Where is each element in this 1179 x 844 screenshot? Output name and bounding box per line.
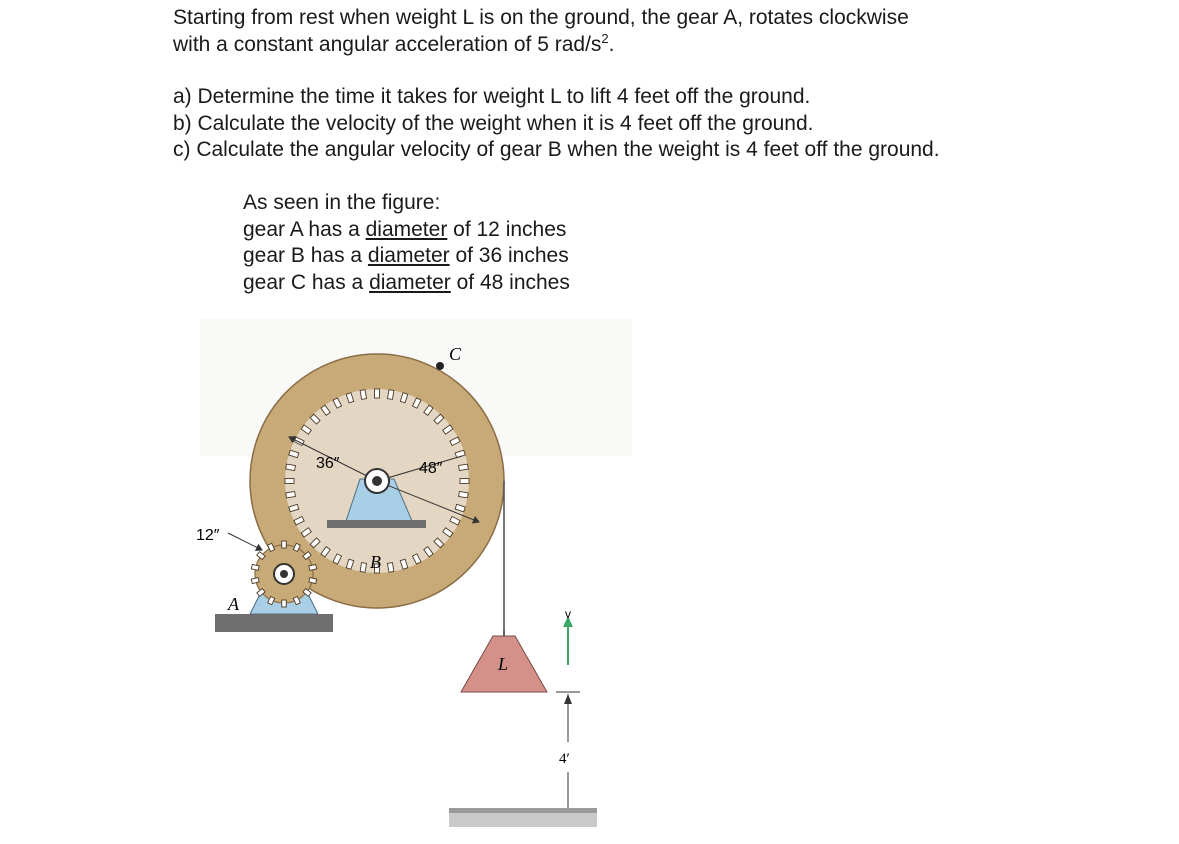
label-a: A: [228, 594, 239, 614]
gear-tooth: [309, 564, 317, 570]
gear-tooth: [282, 541, 287, 548]
label-dim-36: 36″: [316, 455, 340, 472]
gear-tooth: [388, 563, 394, 573]
diameter-link-c[interactable]: diameter: [369, 270, 451, 294]
diameter-link-a[interactable]: diameter: [365, 217, 448, 241]
gear-tooth: [388, 390, 394, 400]
label-l: L: [498, 654, 509, 674]
intro-line-2-end: .: [608, 33, 615, 56]
given-gear-c-post: of 48 inches: [450, 270, 570, 294]
gear-tooth: [285, 479, 294, 484]
gear-a-axle: [280, 570, 288, 578]
question-a: a) Determine the time it takes for weight L to lift 4 feet off the ground.: [173, 85, 811, 108]
given-gear-b-post: of 36 inches: [449, 244, 569, 267]
label-dim-4ft: 4′: [559, 751, 570, 767]
ground-hatch: [449, 813, 597, 827]
gear-tooth: [251, 564, 259, 570]
gear-tooth: [309, 578, 317, 584]
intro-superscript: 2: [601, 31, 609, 46]
gear-tooth: [251, 578, 259, 584]
intro-line-1: Starting from rest when weight L is on the ground, the gear A, rotates clockwise: [173, 6, 909, 29]
dim-4ft-arrow-top: [564, 694, 572, 704]
label-b: B: [370, 552, 381, 572]
gear-b-stand-base: [327, 520, 426, 528]
question-c: c) Calculate the angular velocity of gear B when the weight is 4 feet off the ground.: [173, 138, 940, 161]
givens-heading: As seen in the figure:: [243, 191, 441, 214]
label-c: C: [449, 344, 462, 364]
given-gear-c-pre: gear C has a: [243, 270, 370, 294]
gear-a-stand-base: [215, 614, 333, 632]
point-c-dot: [436, 362, 444, 370]
gear-tooth: [459, 492, 469, 498]
label-dim-48: 48″: [419, 460, 443, 477]
gear-tooth: [360, 390, 366, 400]
label-v: v: [565, 607, 571, 621]
gear-b-axle: [372, 476, 382, 486]
given-gear-b-pre: gear B has a: [243, 244, 368, 267]
gear-tooth: [360, 563, 366, 573]
gear-tooth: [459, 464, 469, 470]
question-b: b) Calculate the velocity of the weight when it is 4 feet off the ground.: [173, 111, 814, 135]
given-gear-a-post: of 12 inches: [447, 217, 567, 241]
gear-tooth: [286, 492, 296, 498]
gear-tooth: [460, 479, 469, 484]
dim-12-line: [228, 533, 262, 550]
gear-tooth: [282, 600, 287, 607]
label-dim-12: 12″: [196, 527, 220, 544]
gear-tooth: [375, 389, 380, 398]
diameter-link-b[interactable]: diameter: [367, 244, 450, 267]
intro-line-2-text: with a constant angular acceleration of 5 rad/s: [173, 33, 602, 56]
gear-tooth: [286, 464, 296, 470]
ground-line: [449, 808, 597, 813]
given-gear-a-pre: gear A has a: [243, 217, 366, 241]
